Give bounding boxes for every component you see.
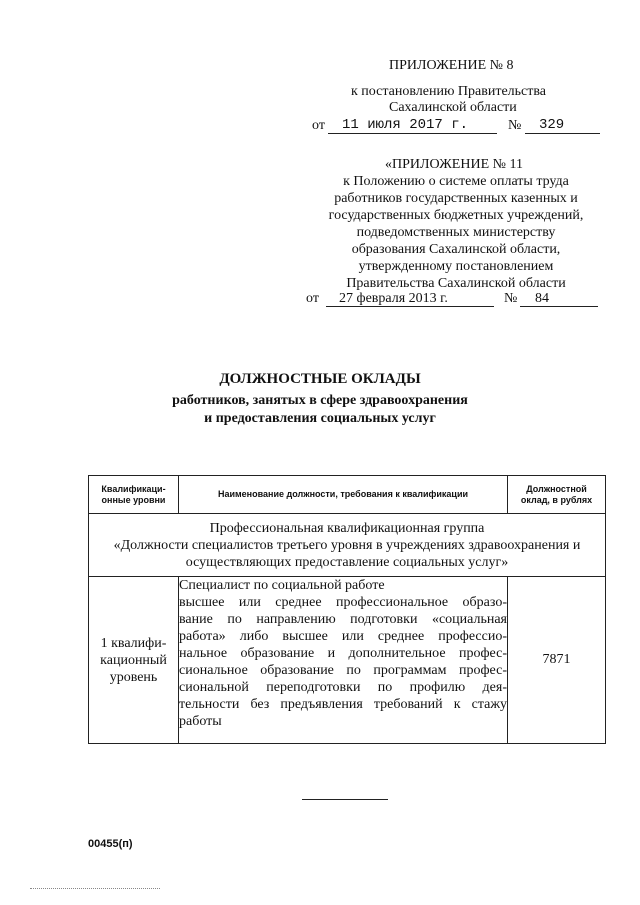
requirement-line: сиональной переподготовки по профилю дея-: [179, 680, 507, 695]
original-appendix-line: государственных бюджетных учреждений,: [328, 208, 584, 223]
appendix-line-1: к постановлению Правительства: [351, 84, 547, 99]
appendix-date: 11 июля 2017 г.: [342, 117, 469, 133]
salary-table: [88, 475, 606, 744]
original-appendix-line: к Положению о системе оплаты труда: [343, 174, 569, 189]
original-appendix-number: 84: [535, 291, 549, 306]
table-group-row: [89, 514, 606, 577]
document-code: 00455(п): [88, 838, 133, 850]
original-appendix-number-underline: [520, 306, 598, 307]
original-appendix-line: подведомственных министерству: [356, 225, 556, 240]
original-appendix-line: образования Сахалинской области,: [351, 242, 561, 257]
header-position: Наименование должности, требования к квалификации: [179, 476, 508, 514]
closing-divider: [302, 799, 388, 800]
original-appendix-number-prefix: №: [504, 291, 518, 306]
requirement-line: высшее или среднее профессиональное образо-: [179, 595, 507, 610]
original-appendix-date: 27 февраля 2013 г.: [339, 291, 448, 306]
scan-artifact: [30, 888, 160, 889]
header-level: Квалификаци- онные уровни: [89, 476, 179, 514]
appendix-line-2: Сахалинской области: [389, 100, 517, 115]
page-subtitle-1: работников, занятых в сфере здравоохранения: [172, 393, 468, 408]
appendix-date-prefix: от: [312, 118, 325, 133]
original-appendix-title: «ПРИЛОЖЕНИЕ № 11: [385, 157, 523, 172]
appendix-number: 329: [539, 117, 565, 133]
page-title: ДОЛЖНОСТНЫЕ ОКЛАДЫ: [219, 371, 421, 387]
group-line: «Должности специалистов третьего уровня в учреждениях здравоохранения и: [113, 537, 581, 553]
qualification-group: [89, 514, 606, 577]
position-title: Специалист по социальной работе: [179, 578, 385, 593]
original-appendix-text: [296, 173, 616, 292]
group-line: осуществляющих предоставление социальных услуг»: [185, 554, 509, 570]
requirement-line: тельности без предъявления требований к стажу: [179, 697, 507, 712]
qualification-level: 1 квалифи- кационный уровень: [89, 577, 179, 744]
appendix-number-prefix: №: [508, 118, 522, 133]
requirement-line: сиональное образование по программам профес-: [179, 663, 507, 678]
page-subtitle-2: и предоставления социальных услуг: [204, 411, 436, 426]
original-appendix-date-prefix: от: [306, 291, 319, 306]
position-description: [179, 577, 508, 744]
requirement-line: вание по направлению подготовки «социальная: [179, 612, 507, 627]
appendix-number-underline: [525, 133, 600, 134]
group-line: Профессиональная квалификационная группа: [209, 520, 485, 536]
appendix-title: ПРИЛОЖЕНИЕ № 8: [389, 58, 514, 73]
header-salary: Должностной оклад, в рублях: [508, 476, 606, 514]
table-header-row: [89, 476, 606, 514]
appendix-date-underline: [328, 133, 497, 134]
original-appendix-line: Правительства Сахалинской области: [346, 276, 566, 291]
original-appendix-line: утвержденному постановлением: [358, 259, 554, 274]
salary-value: 7871: [508, 577, 606, 744]
requirement-line: работы: [179, 714, 222, 729]
original-appendix-date-underline: [326, 306, 494, 307]
original-appendix-line: работников государственных казенных и: [334, 191, 578, 206]
requirement-line: нальное образование и дополнительное профес-: [179, 646, 507, 661]
table-row: [89, 577, 606, 744]
requirement-line: работа» либо высшее или среднее профессио-: [179, 629, 507, 644]
